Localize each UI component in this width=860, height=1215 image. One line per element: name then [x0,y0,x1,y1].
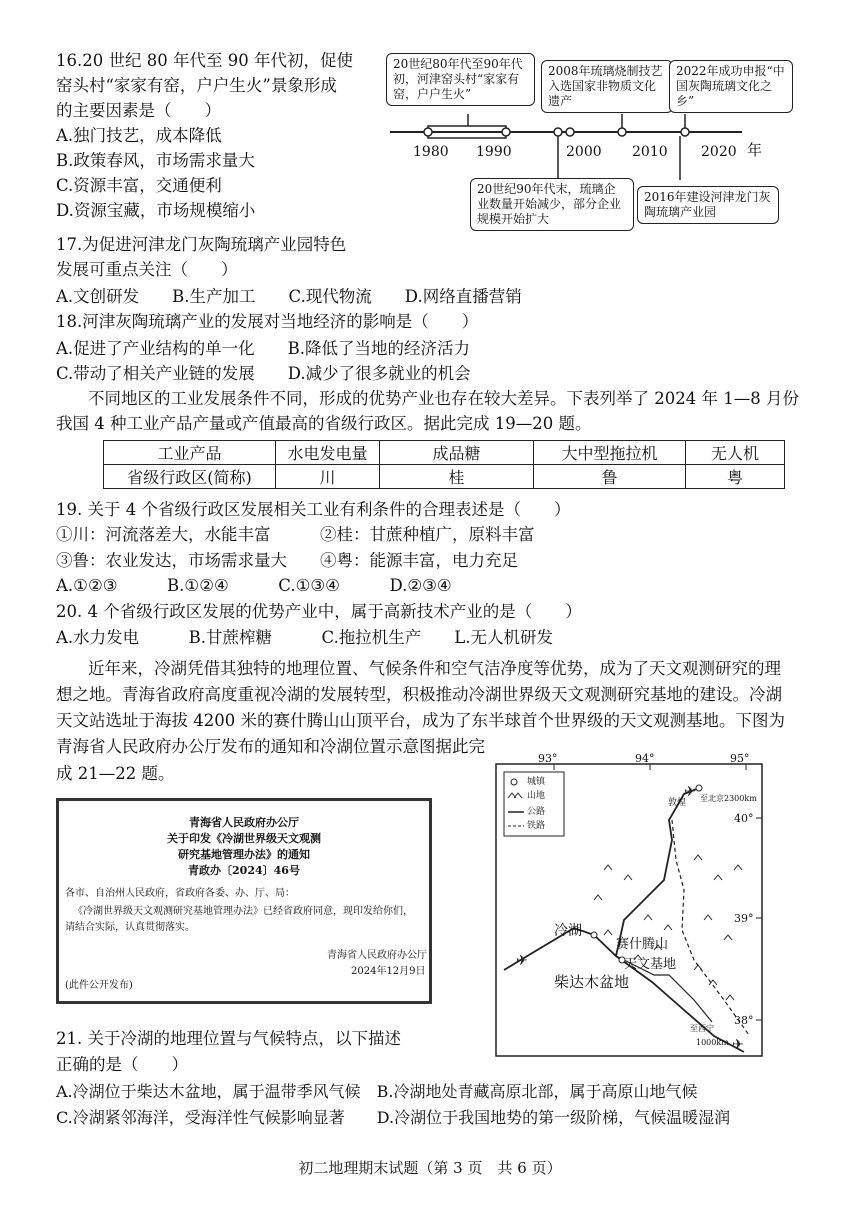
map-label-xining: 至西宁 [690,1024,714,1033]
notice-date: 2024年12月9日 [351,966,426,977]
notice-body-2: 《冷湖世界级天文观测研究基地管理办法》已经省政府同意，现印发给你们， [73,906,413,917]
q19-statements-34: ③鲁：农业发达，市场需求量大 ④粤：能源丰富，电力充足 [56,551,518,570]
q16-option-b: B.政策春风，市场需求量大 [56,151,255,170]
q16-stem-line3: 的主要因素是（ ） [56,101,221,120]
timeline-box-1990s: 20世纪90年代末，琉璃企业数量开始减少，部分企业规模开始扩大 [470,178,634,231]
svg-text:✈: ✈ [732,1037,744,1053]
year-unit: 年 [747,141,763,159]
q17-options: A.文创研发 B.生产加工 C.现代物流 D.网络直播营销 [56,287,522,306]
intro21-line2: 想之地。青海省政府高度重视冷湖的发展转型，积极推动冷湖世界级天文观测研究基地的建设。冷湖 [56,685,782,704]
notice-header-1: 青海省人民政府办公厅 [189,816,299,829]
legend-town: 城镇 [527,777,546,787]
q21-options-ab: A.冷湖位于柴达木盆地，属于温带季风气候 B.冷湖地处青藏高原北部，属于高原山地气候 [56,1082,698,1101]
intro21-line3: 天文站选址于海拔 4200 米的赛什腾山山顶平台，成为了东半球首个世界级的天文观测基地。下图为 [56,711,785,730]
notice-body-1: 各市、自治州人民政府，省政府各委、办、厅、局： [65,888,295,899]
q17-stem-line1: 17.为促进河津龙门灰陶琉璃产业园特色 [56,235,347,254]
table-row [104,441,785,465]
year-1980: 1980 [413,144,449,160]
q16-option-a: A.独门技艺，成本降低 [56,126,222,145]
page-footer: 初二地理期末试题（第 3 页 共 6 页） [298,1159,562,1177]
q21-stem-line1: 21. 关于冷湖的地理位置与气候特点，以下描述 [56,1029,401,1048]
legend-highway: 公路 [527,807,546,817]
table-cell: 粤 [686,465,785,489]
q16-stem-line1: 16.20 世纪 80 年代至 90 年代初，促使 [56,51,353,70]
map-label-lenghu: 冷湖 [554,923,582,939]
intro21-line5: 成 21—22 题。 [56,764,175,783]
intro19-line2: 我国 4 种工业产品产量或产值最高的省级行政区。据此完成 19—20 题。 [56,414,592,433]
map-label-xining-distance: 1000km [696,1038,729,1047]
table-cell: 工业产品 [104,441,276,465]
q19-stem: 19. 关于 4 个省级行政区发展相关工业有利条件的合理表述是（ ） [56,500,571,519]
q21-stem-line2: 正确的是（ ） [56,1055,188,1074]
notice-body-3: 请结合实际，认真贯彻落实。 [65,922,195,933]
table-cell: 桂 [380,465,534,489]
map-latitude-39: 39° [734,912,754,925]
lenghu-location-map [494,752,766,1060]
q17-stem-line2: 发展可重点关注（ ） [56,260,238,279]
table-row [104,465,785,489]
table-cell: 鲁 [534,465,686,489]
year-2010: 2010 [632,144,668,160]
legend-railway: 铁路 [527,821,546,831]
timeline-box-1980s: 20世纪80年代至90年代初，河津窑头村“家家有窑，户户生火” [386,53,535,106]
map-longitude-93: 93° [538,752,558,765]
timeline-box-2022: 2022年成功申报“中国灰陶琉璃文化之乡” [669,60,793,113]
notice-header-2: 关于印发《冷湖世界级天文观测 [167,832,321,845]
table-cell: 水电发电量 [276,441,380,465]
year-2020: 2020 [701,144,737,160]
government-notice-image [56,798,432,1004]
intro21-line4: 青海省人民政府办公厅发布的通知和冷湖位置示意图据此完 [56,737,485,756]
svg-text:✈: ✈ [684,784,696,800]
notice-signature: 青海省人民政府办公厅 [327,950,427,961]
q20-options: A.水力发电 B.甘蔗榨糖 C.拖拉机生产 L.无人机研发 [56,628,554,647]
q16-option-c: C.资源丰富，交通便利 [56,176,222,195]
map-label-observatory: 天文基地 [624,957,677,972]
q19-options: A.①②③ B.①②④ C.①③④ D.②③④ [56,576,452,595]
map-label-saishiteng: 赛什腾山 [616,937,669,952]
map-latitude-38: 38° [734,1014,754,1027]
notice-doc-number: 青政办〔2024〕46号 [188,864,300,877]
q16-option-d: D.资源宝藏，市场规模缩小 [56,201,256,220]
q18-options-ab: A.促进了产业结构的单一化 B.降低了当地的经济活力 [56,339,471,358]
table-cell: 大中型拖拉机 [534,441,686,465]
q21-options-cd: C.冷湖紧邻海洋，受海洋性气候影响显著 D.冷湖位于我国地势的第一级阶梯，气候温暖湿润 [56,1108,731,1127]
intro21-line1: 近年来，冷湖凭借其独特的地理位置、气候条件和空气洁净度等优势，成为了天文观测研究的理 [88,659,781,678]
table-cell: 成品糖 [380,441,534,465]
q18-stem: 18.河津灰陶琉璃产业的发展对当地经济的影响是（ ） [56,312,479,331]
q16-stem-line2: 窑头村“家家有窑，户户生火”景象形成 [56,76,337,95]
notice-public-note: (此件公开发布) [65,980,133,991]
intro19-line1: 不同地区的工业发展条件不同，形成的优势产业也存在较大差异。下表列举了 2024 年 1—8 月份 [88,389,799,408]
table-cell: 省级行政区(简称) [104,465,276,489]
map-longitude-95: 95° [730,752,750,765]
notice-header-3: 研究基地管理办法》的通知 [178,848,310,861]
map-label-dunhuang: 敦煌 [668,798,687,808]
map-label-beijing-distance: 至北京2300km [700,794,757,803]
timeline-box-2008: 2008年琉璃烧制技艺入选国家非物质文化遗产 [541,60,673,113]
table-cell: 川 [276,465,380,489]
year-2000: 2000 [566,144,602,160]
timeline-box-2016: 2016年建设河津龙门灰陶琉璃产业园 [637,186,779,224]
q19-statements-12: ①川：河流落差大，水能丰富 ②桂：甘蔗种植广，原料丰富 [56,525,535,544]
q18-options-cd: C.带动了相关产业链的发展 D.减少了很多就业的机会 [56,364,471,383]
map-latitude-40: 40° [734,812,754,825]
industry-table [103,440,785,489]
legend-mountain: 山地 [527,791,546,801]
q20-stem: 20. 4 个省级行政区发展的优势产业中，属于高新技术产业的是（ ） [56,602,582,621]
table-cell: 无人机 [686,441,785,465]
map-longitude-94: 94° [635,752,655,765]
year-1990: 1990 [476,144,512,160]
svg-text:✈: ✈ [516,953,528,969]
map-label-qaidam-basin: 柴达木盆地 [554,973,630,991]
